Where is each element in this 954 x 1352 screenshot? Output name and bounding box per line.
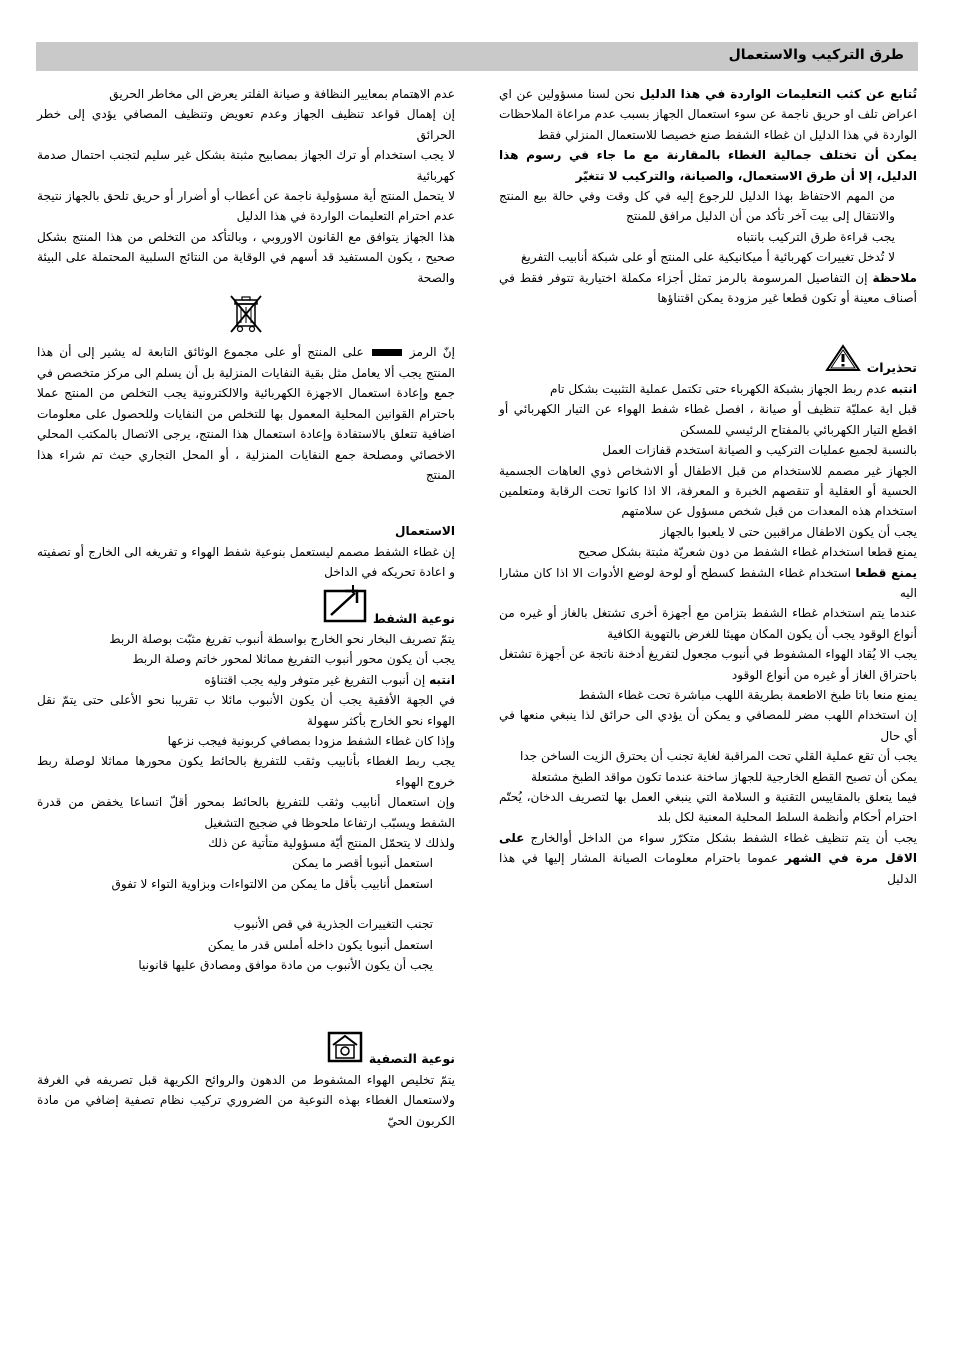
warning-paragraph: يمنع قطعا استخدام غطاء الشفط من دون شعريّة مثبتة بشكل صحيح <box>577 545 917 560</box>
usage-paragraph: إن غطاء الشفط مصمم ليستعمل بنوعية شفط الهواء و تفريغه الى الخارج أو تصفيته و اعادة تحريكه في الداخل <box>37 544 455 580</box>
attention-paragraph: انتبه عدم ربط الجهاز بشبكة الكهرباء حتى تكتمل عملية التثبيت بشكل تام <box>550 381 917 396</box>
warning-paragraph: يجب الا يُقاد الهواء المشفوط في أنبوب مجعول لتفريغ أدخنة ناتجة عن أجهزة تشتغل باحتراق الغاز أو غيره من أنواع الوقود <box>499 647 917 682</box>
suction-heading: نوعية الشفط <box>37 583 455 629</box>
left-column <box>37 84 455 1131</box>
ducted-mode-icon <box>323 583 367 629</box>
keep-manual-text: من المهم الاحتفاظ بهذا الدليل للرجوع إليه في كل وقت وفي حالة بيع المنتج والانتقال إلى بيت آخر تأكد من أن الدليل مرافق للمنتج <box>499 189 895 224</box>
intro-paragraph: تُتابع عن كثب التعليمات الواردة في هذا الدليل نحن لسنا مسؤولين عن اي اعراض تلف او حريق ناجمة عن سوء استعمال الجهاز بسبب عدم مراعاة الملاحظات الواردة في هذا الدليل ان غطاء الشفط صنع خصيصا للاستعمال المنزلي فقط <box>499 87 917 142</box>
safety-paragraph: لا يجب استخدام أو ترك الجهاز بمصابيح مثبتة بشكل غير سليم لتجنب احتمال صدمة كهربائية <box>37 148 455 183</box>
warning-paragraph: فيما يتعلق بالمقاييس التقنية و السلامة التي ينبغي العمل بها لتصريف الدخان، يُحتّم احترام أحكام وأنظمة السلط المحلية المعنية لكل بلد <box>499 790 917 825</box>
warnings-heading: تحذيرات <box>499 344 917 378</box>
recirculation-mode-icon <box>327 1031 363 1069</box>
suction-paragraph: يجب أن يكون محور أنبوب التفريغ مماثلا لمحور خاتم وصلة الربط <box>132 652 455 667</box>
safety-paragraph: عدم الاهتمام بمعايير النظافة و صيانة الفلتر يعرض الى مخاطر الحريق <box>109 87 455 101</box>
cleaning-paragraph: يجب أن يتم تنظيف غطاء الشفط بشكل متكرّر سواء من الداخل أوالخارج على الاقل مرة في الشهر عموما باحترام معلومات الصيانة المشار إليها في هذا الدليل <box>499 830 917 886</box>
note-paragraph: ملاحظة إن التفاصيل المرسومة بالرمز تمثل أجزاء مكملة اختيارية تتوفر فقط في أصناف معينة أو تكون قطعا غير مزودة يمكن اقتناؤها <box>499 270 917 306</box>
suction-paragraph: في الجهة الأفقية يجب أن يكون الأنبوب مائلا ب تقريبا نحو الأعلى حتى يتمّ نقل الهواء نحو الخارج بأكثر سهولة <box>37 693 455 728</box>
safety-paragraph: إن إهمال قواعد تنظيف الجهاز وعدم تعويض وتنظيف المصافي يؤدي إلى خطر الحرائق <box>37 107 455 142</box>
tip-item: استعمل أنبوبا أقصر ما يمكن <box>292 856 433 871</box>
warning-paragraph: يمنع منعا باتا طبخ الاطعمة بطريقة اللهب مباشرة تحت غطاء الشفط <box>578 687 917 702</box>
filter-heading: نوعية التصفية <box>37 1031 455 1069</box>
no-changes-text: لا تُدخل تغييرات كهربائية أ ميكانيكية على المنتج أو على شبكة أنابيب التفريغ <box>520 250 895 265</box>
suction-paragraph: يجب ربط الغطاء بأنابيب وثقب للتفريغ بالحائط يكون محورها مماثلا لوصلة ربط خروج الهواء <box>37 754 455 789</box>
warning-paragraph: الجهاز غير مصمم للاستخدام من قبل الاطفال أو الاشخاص ذوي العاهات الجسمية الحسية أو العقلية أو تنقصهم الخبرة و المعرفة، الا اذا كانوا تحت الرقابة ومتعلمين استخدام هذه المعدات من قبل شخص مسؤول عن سلامتهم <box>499 463 917 519</box>
warning-paragraph: يجب أن تقع عملية القلي تحت المراقبة لغاية تجنب أن يحترق الزيت الساخن جدا <box>519 749 917 764</box>
page-title: طرق التركيب والاستعمال <box>728 47 904 63</box>
tip-item: تجنب التغييرات الجذرية في قص الأنبوب <box>233 917 433 932</box>
warning-paragraph: يمكن أن تصبح القطع الخارجية للجهاز ساخنة عندما تكون مواقد الطبخ مشتعلة <box>530 769 917 784</box>
suction-attention: انتبه إن أنبوب التفريغ غير متوفر وليه يجب اقتناؤه <box>204 672 455 687</box>
suction-paragraph: ولذلك لا يتحمّل المنتج أيّة مسؤولية متأتية عن ذلك <box>208 836 455 850</box>
warning-triangle-icon <box>825 344 861 378</box>
forbid-paragraph: يمنع قطعا استخدام غطاء الشفط كسطح أو لوحة لوضع الأدوات الا اذا كان مشارا اليه <box>499 565 917 600</box>
appearance-warning: يمكن أن تختلف جمالية الغطاء بالمقارنة مع ما جاء في رسوم هذا الدليل، إلا أن طرق الاستعمال، والصيانة، والتركيب لا تتغيّر <box>499 148 917 183</box>
warning-paragraph: يجب أن يكون الاطفال مراقبين حتى لا يلعبوا بالجهاز <box>660 524 917 539</box>
filter-paragraph: يتمّ تخليص الهواء المشفوط من الدهون والروائح الكريهة قبل تصريفه في الغرفة ولاستعمال الغطاء بهذه النوعية من الضروري تركيب نظام تصفية إضافي من مادة الكربون الحيّ <box>37 1072 455 1128</box>
black-bar-symbol <box>372 349 402 356</box>
right-column <box>499 84 917 889</box>
section-header-bar <box>36 42 918 71</box>
safety-paragraph: هذا الجهاز يتوافق مع القانون الاوروبي ، وبالتأكد من التخلص من هذا المنتج بشكل صحيح ، يكون المستفيد قد أسهم في الوقاية من النتائج السلبية المحتملة على البيئة والصحة <box>37 229 455 285</box>
warning-paragraph: بالنسبة لجميع عمليات التركيب و الصيانة استخدم قفازات العمل <box>602 443 917 458</box>
suction-paragraph: وإن استعمال أنابيب وثقب للتفريغ بالحائط بمحور أقلّ اتساعا يخفض من قدرة الشفط ويسبّب ارتفاعا ملحوظا في ضجيج التشغيل <box>37 795 455 830</box>
usage-heading: الاستعمال <box>395 524 455 539</box>
read-install-text: يجب قراءة طرق التركيب بانتباه <box>736 229 895 244</box>
warning-paragraph: قبل اية عمليّة تنظيف أو صيانة ، افصل غطاء شفط الهواء عن التيار الكهربائي أو اقطع التيار الكهربائي بالمفتاح الرئيسي للمسكن <box>499 402 917 437</box>
tip-item: استعمل أنابيب بأقل ما يمكن من الالتواءات وبزاوية التواء لا تفوق <box>111 876 433 891</box>
safety-paragraph: لا يتحمل المنتج أية مسؤولية ناجمة عن أعطاب أو أضرار أو حريق تلحق بالجهاز نتيجة عدم احترام التعليمات الواردة في هذا الدليل <box>37 189 455 224</box>
suction-paragraph: وإذا كان غطاء الشفط مزودا بمصافي كربونية فيجب نزعها <box>167 733 455 748</box>
warning-paragraph: إن استخدام اللهب مضر للمصافي و يمكن أن يؤدي الى حرائق لذا ينبغي منعها في أي حال <box>499 708 917 743</box>
weee-paragraph: إنّ الرمزعلى المنتج أو على مجموع الوثائق التابعة له يشير إلى أن هذا المنتج يجب ألا يعامل مثل بقية النفايات المنزلية بل أن يسلم الى مركز متخصص في جمع وإعادة استعمال الاجهزة الكهربائية والالكترونية يجب التخلص من المنتج عملا باحترام القوانين المحلية المعمول بها للتخلص من النفايات وللحصول على معلومات اضافية تتعلق بالاستفادة وإعادة استعمال هذا المنتج، يرجى الاتصال بالمكتب المحلي الاخصائي ومصلحة جمع النفايات المنزلية ، أو المحل التجاري حيث تم شراء هذا المنتج <box>37 345 455 482</box>
tip-item: استعمل أنبوبا يكون داخله أملس قدر ما يمكن <box>207 937 433 952</box>
warning-paragraph: عندما يتم استخدام غطاء الشفط بتزامن مع أجهزة أخرى تشتغل بالغاز أو غيره من أنواع الوقود يجب أن يكون المكان مهيئا للغرض بالتهوية الكافية <box>499 606 917 641</box>
weee-bin-icon <box>37 288 455 342</box>
tip-item: يجب أن يكون الأنبوب من مادة موافق ومصادق عليها قانونيا <box>138 958 433 973</box>
suction-paragraph: يتمّ تصريف البخار نحو الخارج بواسطة أنبوب تفريغ مثبّت بوصلة الربط <box>109 631 455 646</box>
